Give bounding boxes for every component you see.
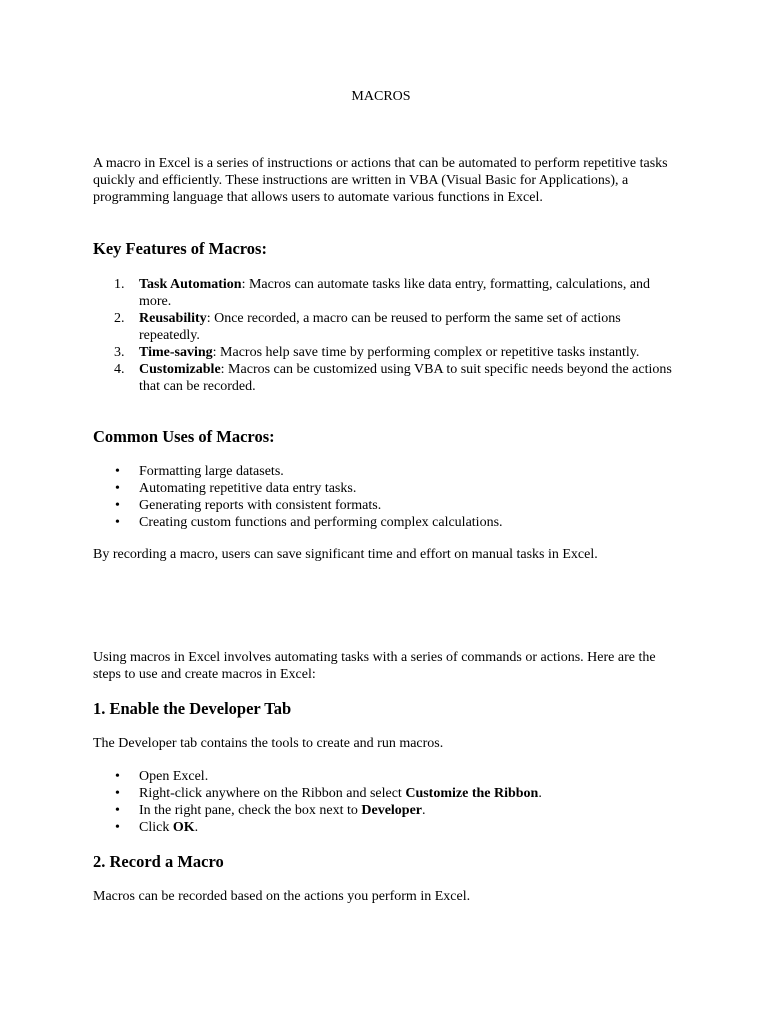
list-item [93,344,683,361]
list-item [93,361,683,395]
bullet-icon: • [115,769,120,784]
feature-text: : Macros help save time by performing complex or repetitive tasks instantly. [212,345,640,360]
list-item: • Open Excel. [115,769,209,784]
bullet-icon: • [115,803,120,818]
steps-intro-paragraph: Using macros in Excel involves automating tasks with a series of commands or actions. Here are the steps to use and create macros in Excel: [93,650,656,682]
document-title: MACROS [351,89,411,104]
use-text: Creating custom functions and performing complex calculations. [139,515,503,530]
feature-term: Customizable [139,362,221,377]
summary-paragraph: By recording a macro, users can save significant time and effort on manual tasks in Excel. [93,547,598,562]
step1-description: The Developer tab contains the tools to create and run macros. [93,736,444,751]
list-item [93,310,683,344]
key-features-heading: Key Features of Macros: [93,239,267,258]
step1-heading: 1. Enable the Developer Tab [93,699,292,718]
list-number: 4. [114,362,125,377]
use-text: Formatting large datasets. [139,464,284,479]
feature-term: Time-saving [139,345,213,360]
common-uses-list [93,463,683,531]
ok-text: OK [172,820,195,835]
bullet-icon: • [115,786,120,801]
list-item [93,480,683,497]
list-item [93,514,683,531]
feature-term: Task Automation [139,277,242,292]
use-text: Generating reports with consistent formats. [139,498,382,513]
feature-text: : Macros can automate tasks like data entry, formatting, calculations, and more. [139,277,651,309]
bullet-icon: • [115,464,120,479]
feature-text: : Once recorded, a macro can be reused to perform the same set of actions repeatedly. [139,311,621,343]
step2-heading: 2. Record a Macro [93,852,224,871]
feature-term: Reusability [139,311,207,326]
step2-description: Macros can be recorded based on the actions you perform in Excel. [93,889,471,904]
developer-text: Developer [361,803,423,818]
customize-ribbon-text: Customize the Ribbon [405,786,539,801]
list-item: • Click OK. [115,820,199,835]
list-item [93,497,683,514]
list-item: • In the right pane, check the box next to Developer. [115,803,426,818]
bullet-icon: • [115,515,120,530]
common-uses-heading: Common Uses of Macros: [93,427,275,446]
key-features-list [93,276,683,395]
list-item: • Right-click anywhere on the Ribbon and select Customize the Ribbon. [115,786,542,801]
list-number: 1. [114,277,125,292]
step1-list [93,768,683,836]
feature-text: : Macros can be customized using VBA to suit specific needs beyond the actions that can be recorded. [139,362,672,394]
bullet-icon: • [115,481,120,496]
use-text: Automating repetitive data entry tasks. [139,481,357,496]
list-item [93,463,683,480]
intro-paragraph: A macro in Excel is a series of instructions or actions that can be automated to perform repetitive tasks quickly and efficiently. These instructions are written in VBA (Visual Basic for Applications), a programming language that allows users to automate various functions in Excel. [93,156,668,205]
list-number: 2. [114,311,125,326]
bullet-icon: • [115,498,120,513]
list-item [93,276,683,310]
bullet-icon: • [115,820,120,835]
list-number: 3. [114,345,125,360]
